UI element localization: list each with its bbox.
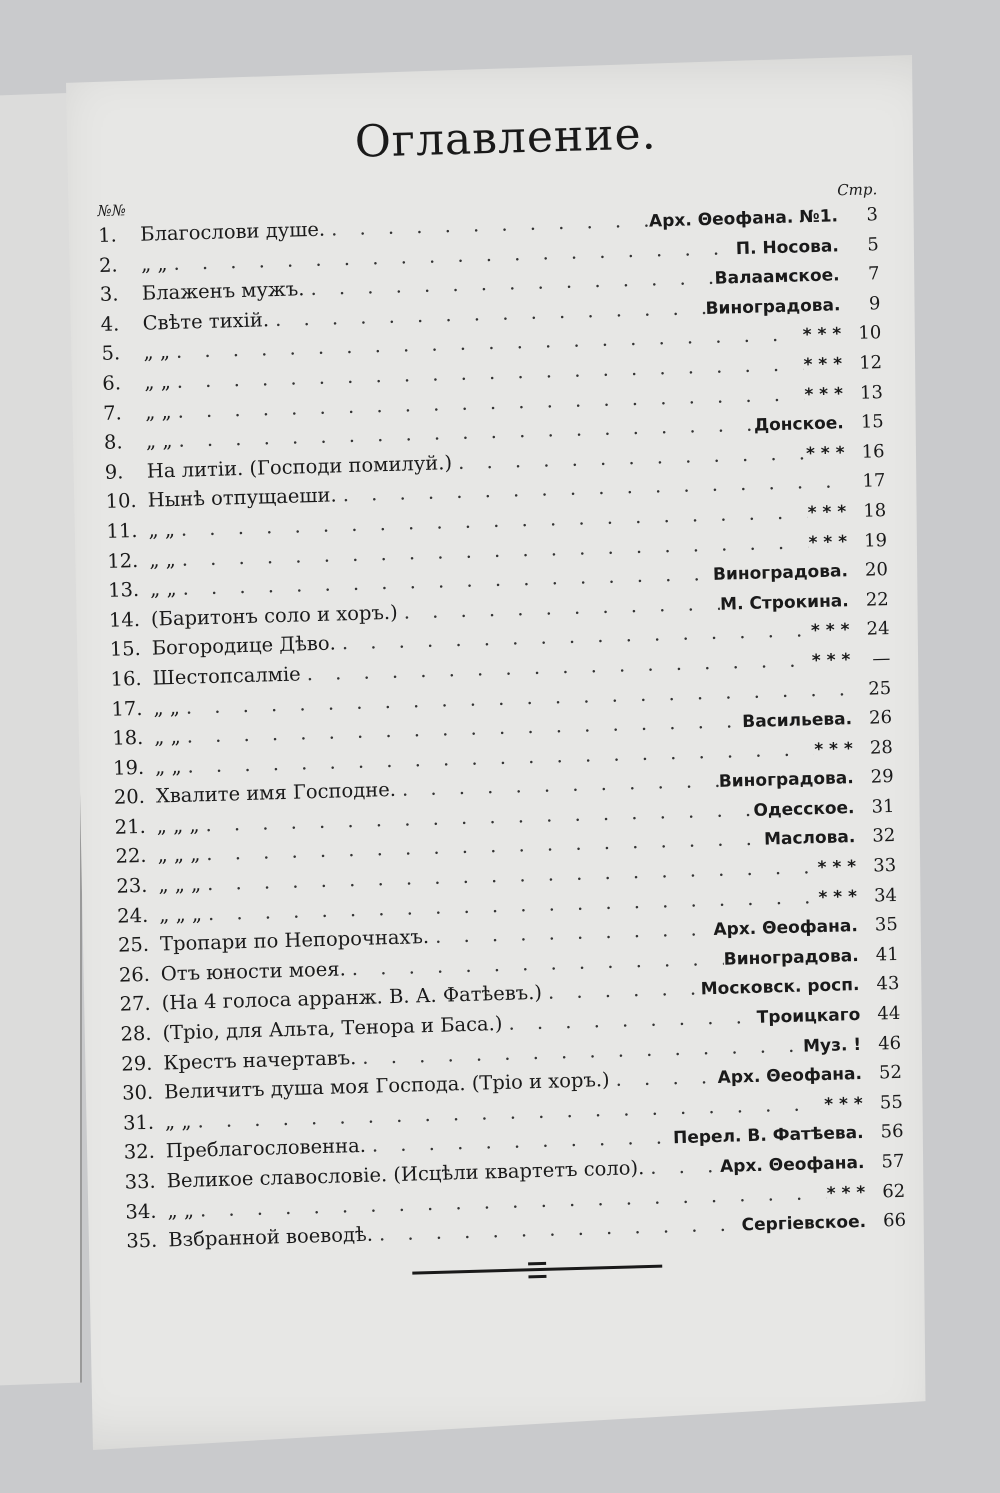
entry-page: 16 [861,440,885,463]
entry-number: 7. [102,400,123,425]
entry-title: Благослови душе. [139,217,326,246]
entry-title: Шестопсалміе [152,662,301,690]
entry-number: 11. [106,518,138,543]
entry-number: 19. [112,755,145,780]
entry-number: 16. [110,666,142,691]
entry-number: 23. [116,873,148,898]
entry-page: 46 [877,1032,902,1055]
entry-composer: * * * [814,738,854,760]
toc-list [98,202,907,1259]
entry-title: (Тріо, для Альта, Тенора и Баса.) [162,1012,503,1045]
entry-title: „ „ [140,251,168,276]
entry-page: 9 [868,292,881,315]
entry-page: 19 [863,529,888,552]
entry-title: Свѣте тихій. [142,308,270,335]
entry-title: „ „ „ [158,901,203,927]
entry-number: 20. [113,785,146,810]
entry-composer: * * * [826,1182,866,1204]
entry-page: 18 [863,500,887,522]
entry-title: (Баритонъ соло и хоръ.) [150,600,398,631]
entry-number: 35. [125,1228,158,1253]
entry-number: 9. [104,460,124,484]
entry-page: 7 [867,263,880,285]
entry-title: Богородице Дѣво. [151,631,337,660]
entry-composer: Троицкаго [756,1005,861,1028]
entry-page: 24 [866,618,890,640]
entry-number: 18. [111,725,144,750]
entry-title: „ „ [144,399,172,424]
entry-title: Хвалите имя Господне. [155,778,397,808]
entry-composer: Арх. Θеофана. [713,916,859,941]
entry-page: 57 [881,1150,905,1173]
entry-title: Величитъ душа моя Господа. (Тріо и хоръ.) [163,1068,610,1104]
entry-composer: Московск. росп. [700,975,860,1000]
entry-composer: Арх. Θеофана. [717,1064,863,1089]
entry-page: 5 [867,233,880,256]
entry-title: „ „ [148,517,176,542]
entry-composer: М. Строкина. [719,590,849,615]
entry-page: 25 [867,677,892,700]
entry-page: 41 [875,943,899,966]
entry-title: Крестъ начертавъ. [163,1045,357,1075]
entry-number: 28. [120,1021,152,1046]
entry-composer: * * * [808,531,848,553]
previous-page-edge [0,93,82,1388]
number-column-label: №№ [97,201,127,220]
entry-composer: * * * [810,620,850,642]
entry-page: 10 [858,322,882,345]
dot-leader [542,977,701,1004]
entry-title: „ „ [144,369,172,394]
entry-page: 35 [874,914,899,936]
entry-composer: Муз. ! [802,1034,862,1057]
entry-title: „ „ [153,724,181,749]
entry-number: 3. [99,282,119,307]
entry-number: 12. [106,548,139,573]
entry-page: 20 [864,559,889,581]
entry-page: 43 [876,973,900,995]
entry-title: „ „ „ [156,813,200,838]
entry-page: 29 [870,766,894,788]
entry-number: 8. [103,430,123,455]
entry-page: 62 [882,1180,906,1203]
entry-number: 33. [124,1169,156,1194]
entry-composer: * * * [802,324,842,346]
entry-title: Отъ юности моея. [160,957,347,986]
entry-composer: * * * [817,857,857,879]
entry-page: 44 [877,1002,901,1025]
entry-number: 1. [97,223,118,247]
entry-title: (На 4 голоса арранж. В. А. Фатѣевъ.) [161,981,543,1015]
entry-page: 52 [878,1062,903,1084]
entry-page: 33 [872,854,897,877]
page-column-label: Стр. [836,180,878,200]
entry-title: „ „ [143,340,171,365]
entry-number: 15. [109,637,142,662]
entry-title: Блаженъ мужъ. [141,277,305,305]
entry-number: 2. [98,253,118,277]
entry-page: 32 [872,825,896,848]
entry-composer: Перел. В. Фатѣева. [672,1123,864,1149]
entry-composer: Васильева. [741,709,853,733]
entry-number: 30. [121,1080,154,1105]
entry-composer: Виноградова. [712,561,849,586]
entry-page: 55 [879,1091,904,1114]
entry-number: 25. [117,933,150,957]
entry-title: Великое славословіе. (Исцѣли квартетъ соло). [166,1156,645,1193]
entry-composer: * * * [818,886,858,908]
entry-title: „ „ [148,547,177,572]
entry-composer: * * * [811,650,851,672]
entry-title: „ „ „ [158,872,202,897]
entry-composer: * * * [823,1093,864,1115]
entry-composer: * * * [804,383,844,405]
entry-page: 28 [869,736,894,759]
entry-composer: Одесское. [753,797,855,821]
entry-number: 22. [115,844,147,869]
entry-number: 13. [107,578,140,602]
entry-page: 13 [859,381,884,404]
entry-title: „ „ [149,577,177,601]
entry-number: 24. [116,903,149,928]
closing-rule-mark [528,1262,546,1278]
entry-title: „ „ [145,429,173,453]
entry-number: 31. [122,1110,155,1135]
entry-number: 5. [101,341,121,366]
entry-number: 32. [123,1140,156,1164]
entry-page: 12 [858,352,883,374]
entry-page: 34 [873,884,898,907]
entry-page: 17 [862,470,886,493]
entry-composer: Донское. [753,413,845,436]
entry-composer: Сергіевское. [741,1212,867,1236]
entry-composer: Маслова. [763,827,856,851]
entry-composer: Виноградова. [705,295,841,319]
entry-title: „ „ [167,1198,195,1222]
entry-composer: Арх. Θеофана. [719,1152,865,1177]
entry-number: 34. [125,1199,157,1224]
table-of-contents [95,98,907,1282]
entry-page: 31 [871,795,895,818]
page-title: Оглавление. [354,108,658,168]
entry-title: „ „ [154,754,182,779]
entry-page: — [872,647,891,670]
entry-title: На литіи. (Господи помилуй.) [146,450,453,483]
entry-number: 10. [105,489,137,514]
entry-title: Тропари по Непорочнахъ. [159,925,430,956]
entry-page: 15 [860,411,885,433]
dot-leader [609,1065,718,1091]
dot-leader [644,1154,720,1179]
entry-number: 26. [118,962,151,987]
entry-title: „ „ [153,695,181,720]
entry-number: 14. [108,607,141,632]
entry-title: Взбранной воеводѣ. [167,1222,374,1252]
entry-title: Преблагословенна. [165,1134,367,1163]
entry-number: 4. [100,312,120,336]
entry-number: 6. [102,371,122,395]
entry-number: 17. [111,696,143,721]
entry-composer: * * * [803,354,843,376]
entry-composer: Виноградова. [723,945,859,970]
entry-page: 3 [866,204,879,226]
entry-composer: * * * [805,442,845,465]
entry-composer: П. Носова. [735,235,840,259]
entry-page: 26 [868,707,893,729]
entry-title: „ „ [164,1109,192,1134]
entry-number: 29. [121,1051,153,1076]
entry-number: 27. [119,992,152,1017]
entry-page: 22 [865,588,889,611]
entry-number: 21. [114,814,147,839]
entry-page: 56 [880,1121,904,1143]
entry-page: 66 [882,1209,907,1232]
entry-composer: Валаамское. [714,265,840,289]
entry-composer: Арх. Θеофана. №1. [648,206,839,232]
entry-composer: * * * [807,502,847,524]
entry-composer: Виноградова. [718,768,854,793]
entry-title: Нынѣ отпущаеши. [147,483,338,513]
entry-title: „ „ „ [157,842,201,868]
